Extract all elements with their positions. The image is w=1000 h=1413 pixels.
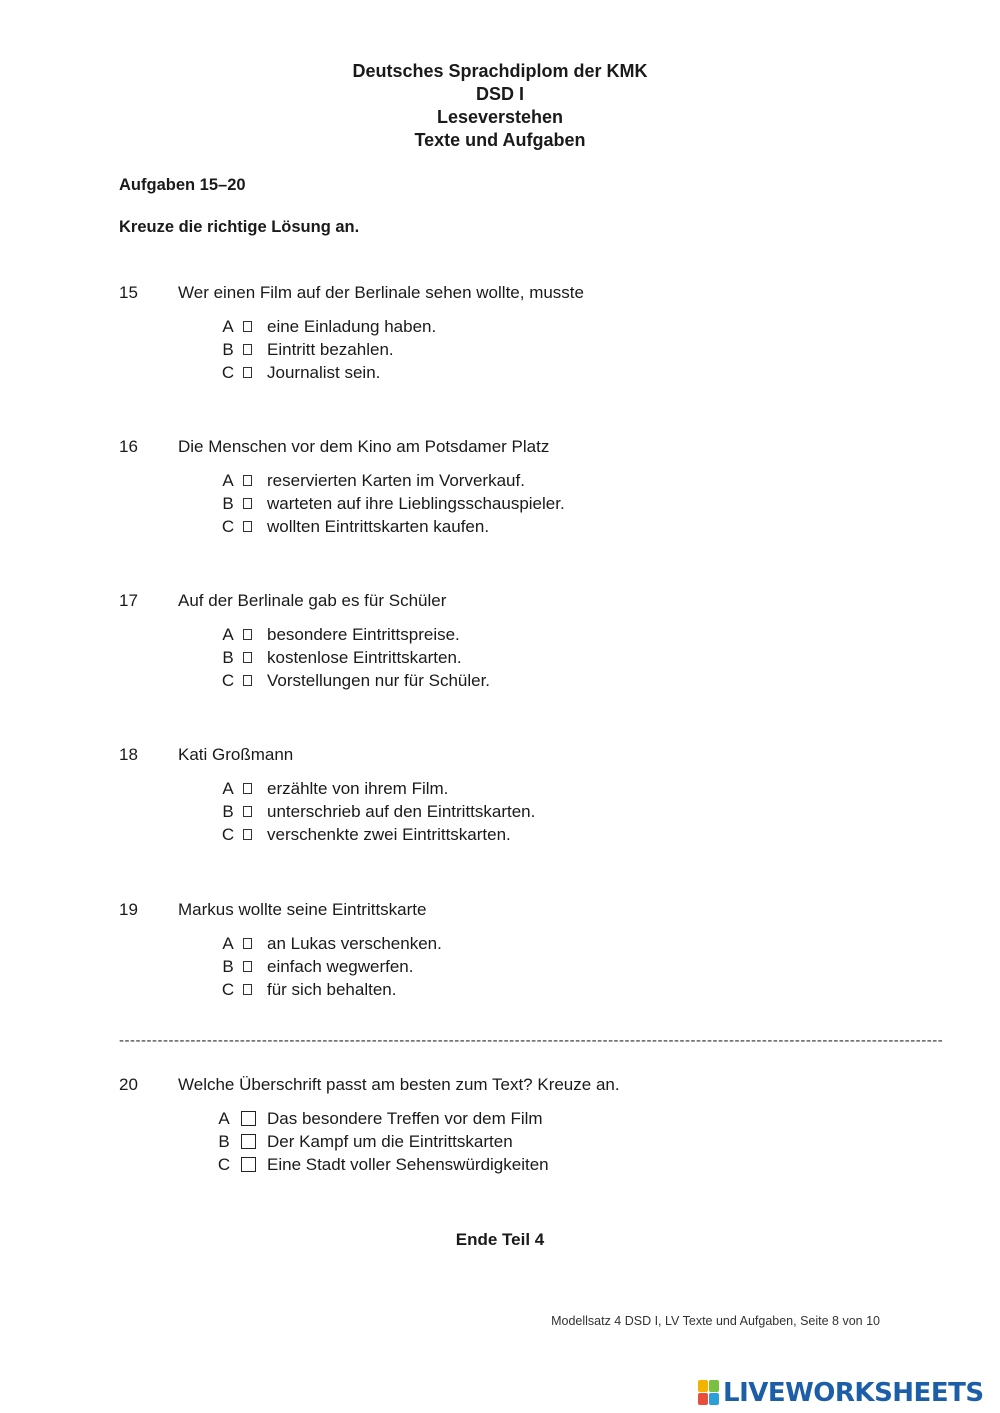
- header-subtitle: Texte und Aufgaben: [414, 130, 586, 150]
- option-letter: C: [221, 980, 235, 999]
- option-letter: B: [222, 802, 234, 821]
- option-letter: A: [222, 625, 234, 644]
- logo-tile: [698, 1393, 708, 1405]
- option-text: Journalist sein.: [267, 363, 381, 382]
- option-letter: B: [222, 957, 234, 976]
- option-letter: C: [217, 1155, 231, 1174]
- checkbox-icon[interactable]: [243, 675, 252, 686]
- question-text: Auf der Berlinale gab es für Schüler: [178, 591, 447, 610]
- option-text: Das besondere Treffen vor dem Film: [267, 1109, 543, 1128]
- question-text: Die Menschen vor dem Kino am Potsdamer Platz: [178, 437, 550, 456]
- question-text: Kati Großmann: [178, 745, 294, 764]
- option-text: besondere Eintrittspreise.: [267, 625, 460, 644]
- question-15: [119, 281, 899, 382]
- option-text: Eintritt bezahlen.: [267, 340, 394, 359]
- option-letter: C: [221, 363, 235, 382]
- option-text: Der Kampf um die Eintrittskarten: [267, 1132, 513, 1151]
- option-letter: B: [222, 340, 234, 359]
- checkbox-icon[interactable]: [243, 806, 252, 817]
- option-text: wollten Eintrittskarten kaufen.: [267, 517, 490, 536]
- checkbox-icon[interactable]: [243, 652, 252, 663]
- option-letter: A: [222, 779, 234, 798]
- logo-tile: [698, 1380, 708, 1392]
- checkbox-icon[interactable]: [243, 629, 252, 640]
- logo-tile: [709, 1380, 719, 1392]
- option-letter: A: [222, 317, 234, 336]
- option-letter: A: [218, 1109, 230, 1128]
- option-letter: A: [222, 934, 234, 953]
- option-text: Eine Stadt voller Sehenswürdigkeiten: [267, 1155, 549, 1174]
- header-section: Leseverstehen: [436, 107, 564, 127]
- checkbox-icon[interactable]: [243, 829, 252, 840]
- end-label: Ende Teil 4: [455, 1230, 545, 1249]
- question-number: 17: [119, 591, 138, 610]
- question-19: [119, 898, 899, 999]
- question-number: 18: [119, 745, 138, 764]
- question-number: 19: [119, 900, 138, 919]
- dashed-separator: ------------------------------------------------------------------------------------------------------------------------------------------------------: [119, 1032, 944, 1049]
- option-letter: C: [221, 825, 235, 844]
- question-text: Welche Überschrift passt am besten zum Text? Kreuze an.: [178, 1075, 620, 1094]
- option-letter: C: [221, 671, 235, 690]
- tasks-heading: Aufgaben 15–20: [119, 176, 246, 194]
- question-text: Markus wollte seine Eintrittskarte: [178, 900, 427, 919]
- option-text: einfach wegwerfen.: [267, 957, 414, 976]
- option-text: verschenkte zwei Eintrittskarten.: [267, 825, 511, 844]
- question-17: [119, 589, 899, 690]
- checkbox-icon[interactable]: [243, 961, 252, 972]
- checkbox-icon[interactable]: [243, 938, 252, 949]
- option-text: eine Einladung haben.: [267, 317, 437, 336]
- checkbox-icon[interactable]: [241, 1157, 256, 1172]
- header-level: DSD I: [475, 84, 524, 104]
- option-text: unterschrieb auf den Eintrittskarten.: [267, 802, 536, 821]
- checkbox-icon[interactable]: [243, 783, 252, 794]
- option-text: warteten auf ihre Lieblingsschauspieler.: [267, 494, 565, 513]
- option-text: kostenlose Eintrittskarten.: [267, 648, 462, 667]
- header-title: Deutsches Sprachdiplom der KMK: [352, 61, 648, 81]
- checkbox-icon[interactable]: [241, 1134, 256, 1149]
- checkbox-icon[interactable]: [243, 344, 252, 355]
- instruction: Kreuze die richtige Lösung an.: [119, 218, 360, 236]
- liveworksheets-logo-icon: [698, 1380, 720, 1406]
- checkbox-icon[interactable]: [243, 321, 252, 332]
- option-letter: B: [218, 1132, 230, 1151]
- checkbox-icon[interactable]: [243, 498, 252, 509]
- question-18: [119, 743, 899, 844]
- question-number: 20: [119, 1075, 138, 1094]
- checkbox-icon[interactable]: [243, 984, 252, 995]
- liveworksheets-brand[interactable]: [698, 1378, 984, 1408]
- document-header: [0, 60, 1000, 152]
- option-letter: B: [222, 648, 234, 667]
- option-text: reservierten Karten im Vorverkauf.: [267, 471, 525, 490]
- option-letter: B: [222, 494, 234, 513]
- brand-name: LIVEWORKSHEETS: [723, 1378, 984, 1408]
- option-text: für sich behalten.: [267, 980, 397, 999]
- option-text: erzählte von ihrem Film.: [267, 779, 449, 798]
- question-20: [119, 1073, 899, 1174]
- checkbox-icon[interactable]: [243, 521, 252, 532]
- question-number: 16: [119, 437, 138, 456]
- option-letter: A: [222, 471, 234, 490]
- option-text: an Lukas verschenken.: [267, 934, 442, 953]
- question-number: 15: [119, 283, 138, 302]
- question-16: [119, 435, 899, 536]
- checkbox-icon[interactable]: [241, 1111, 256, 1126]
- question-text: Wer einen Film auf der Berlinale sehen wollte, musste: [178, 283, 584, 302]
- logo-tile: [709, 1393, 719, 1405]
- option-letter: C: [221, 517, 235, 536]
- page-footer: Modellsatz 4 DSD I, LV Texte und Aufgaben, Seite 8 von 10: [551, 1314, 880, 1328]
- checkbox-icon[interactable]: [243, 475, 252, 486]
- checkbox-icon[interactable]: [243, 367, 252, 378]
- option-text: Vorstellungen nur für Schüler.: [267, 671, 491, 690]
